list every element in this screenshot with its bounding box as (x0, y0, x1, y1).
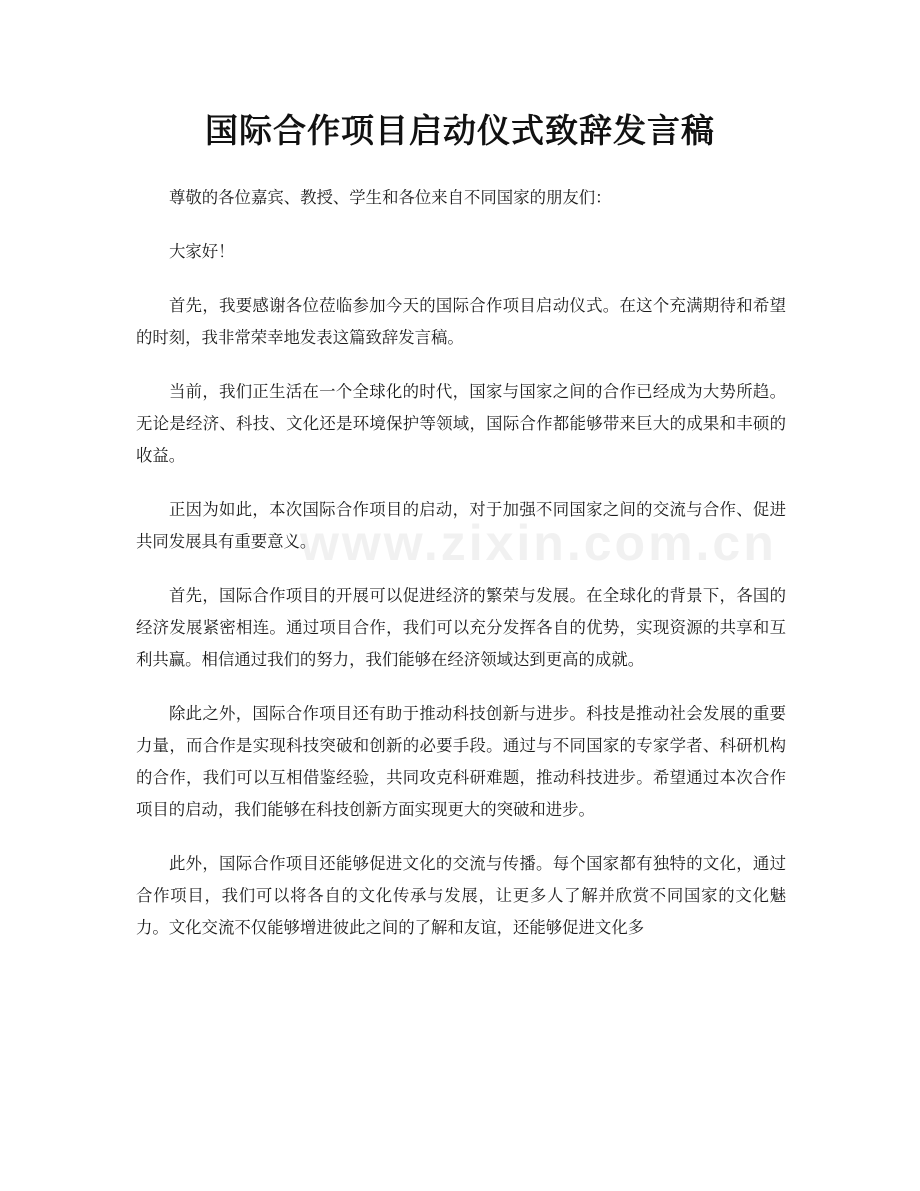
document-title: 国际合作项目启动仪式致辞发言稿 (205, 111, 715, 150)
document-body (136, 182, 786, 966)
watermark: www.zixin.com.cn (300, 515, 777, 571)
paragraph-technology: 除此之外，国际合作项目还有助于推动科技创新与进步。科技是推动社会发展的重要力量，而合作是实现科技突破和创新的必要手段。通过与不同国家的专家学者、科研机构的合作，我们可以互相借鉴经验，共同攻克科研难题，推动科技进步。希望通过本次合作项目的启动，我们能够在科技创新方面实现更大的突破和进步。 (136, 704, 786, 819)
paragraph-economy: 首先，国际合作项目的开展可以促进经济的繁荣与发展。在全球化的背景下，各国的经济发展紧密相连。通过项目合作，我们可以充分发挥各自的优势，实现资源的共享和互利共赢。相信通过我们的努力，我们能够在经济领域达到更高的成就。 (136, 586, 786, 669)
paragraph-greeting: 大家好！ (169, 242, 235, 261)
paragraph-thanks: 首先，我要感谢各位莅临参加今天的国际合作项目启动仪式。在这个充满期待和希望的时刻，我非常荣幸地发表这篇致辞发言稿。 (136, 296, 786, 347)
paragraph-salutation: 尊敬的各位嘉宾、教授、学生和各位来自不同国家的朋友们： (169, 188, 612, 207)
paragraph-significance: 正因为如此，本次国际合作项目的启动，对于加强不同国家之间的交流与合作、促进共同发展具有重要意义。 (136, 500, 786, 551)
paragraph-culture: 此外，国际合作项目还能够促进文化的交流与传播。每个国家都有独特的文化，通过合作项目，我们可以将各自的文化传承与发展，让更多人了解并欣赏不同国家的文化魅力。文化交流不仅能够增进彼此之间的了解和友谊，还能够促进文化多 (136, 854, 786, 937)
paragraph-globalization: 当前，我们正生活在一个全球化的时代，国家与国家之间的合作已经成为大势所趋。无论是经济、科技、文化还是环境保护等领域，国际合作都能够带来巨大的成果和丰硕的收益。 (136, 382, 786, 465)
